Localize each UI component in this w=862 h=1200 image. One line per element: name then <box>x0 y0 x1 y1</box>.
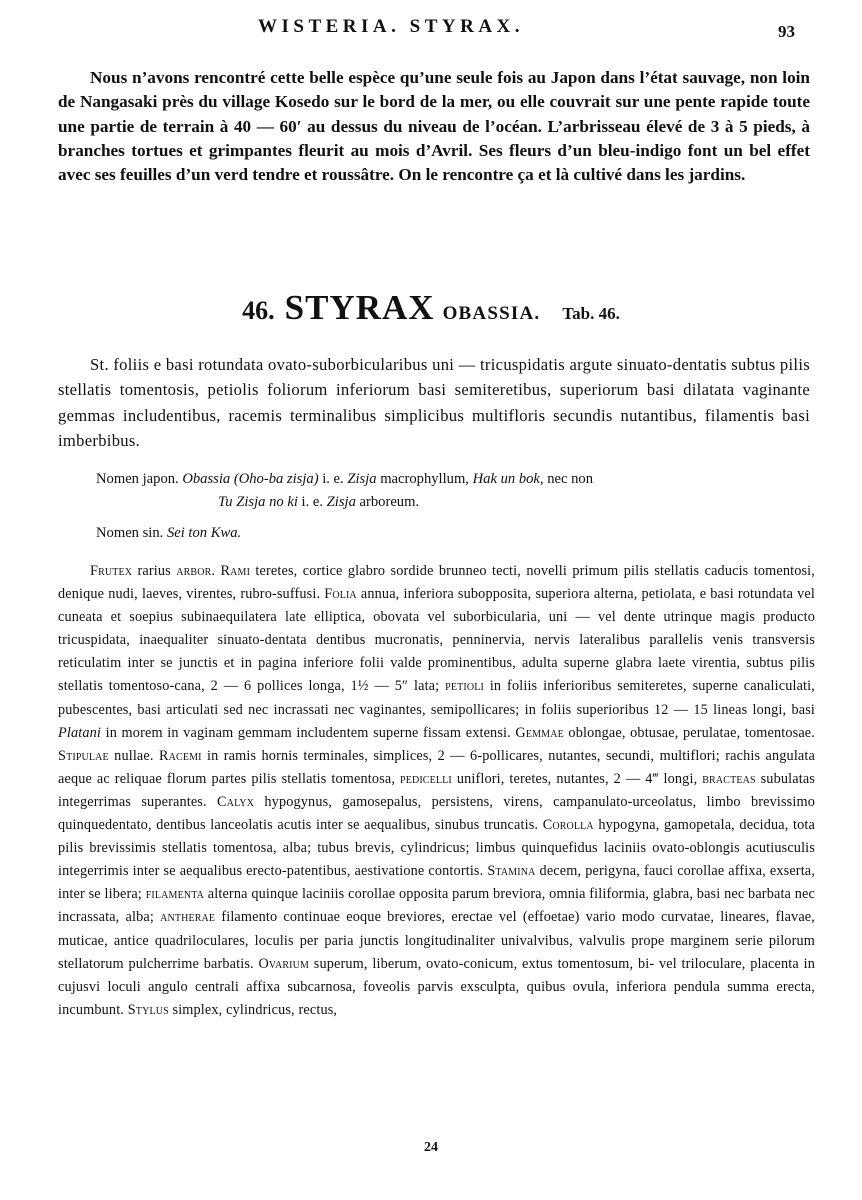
signature-mark: 24 <box>424 1140 438 1155</box>
description-text: annua, inferiora subopposita, superiora alterna, petiolata, e basi rotundata vel cuneata et soepius subinaequilatera late elliptica, obovata vel suborbicularia, uni — vel dente utrinque magis producto tricuspidata, inaequaliter sinuato-dentata dentibus mucronatis, penninervia, nervis lateralibus parallelis venis transversis reticulatim inter se junctis et in pagina inferiore folii valde prominentibus, adulta superne glabra laete virentia, subtus pilis stellatis tomentoso-cana, 2 — 6 pollices longa, 1½ — 5″ lata; <box>58 586 815 695</box>
organ-term: bracteas <box>702 770 756 787</box>
nomen-japon-text: i. e. <box>297 493 327 510</box>
japanese-name-zisja: Zisja <box>347 471 377 487</box>
description-text: simplex, cylindricus, rectus, <box>168 1001 338 1018</box>
running-head: WISTERIA. STYRAX. <box>258 16 525 37</box>
nomen-sin-label: Nomen sin. <box>96 525 164 541</box>
organ-term: petioli <box>445 678 484 695</box>
description-text: teretes, cortice glabro sordide brunneo tecti, novelli primum pilis stellatis caducis tomentosi, denique nudi, laeves, virentes, rubro-suffusi. <box>58 563 815 603</box>
plate-reference: Tab. 46. <box>562 304 620 323</box>
organ-term: Frutex <box>90 563 133 579</box>
italic-term: Platani <box>58 724 102 741</box>
description-section <box>58 560 815 1022</box>
chinese-name: Sei ton Kwa. <box>166 525 242 541</box>
intro-paragraph: Nous n’avons rencontré cette belle espèce qu’une seule fois au Japon dans l’état sauvage, non loin de Nangasaki près du village Kosedo sur le bord de la mer, ou elle couvrait sur une pente rapide toute une partie de terrain à 40 — 60′ au dessus du niveau de l’océan. L’arbrisseau élevé de 3 à 5 pieds, à branches tortues et grimpantes fleurit au mois d’Avril. Ses fleurs d’un bleu-indigo font un bel effet avec ses feuilles d’un verd tendre et roussâtre. On le rencontre ça et là cultivé dans les jardins. <box>58 68 810 185</box>
description-text: hypogynus, gamosepalus, persistens, virens, campanulato-urceolatus, limbo brevissimo quinquedentato, dentibus lanceolatis acutis inter se aequalibus, sinubus truncatis. <box>58 793 815 834</box>
diagnosis-section <box>58 352 810 453</box>
description-text: superum, liberum, ovato-conicum, extus tomentosum, bi- vel triloculare, placenta in cujusvi loculi angulo centrali affixa subcarnosa, foveolis parvis exsculpta, quibus ovula, inferiora pendula summa erecta, incumbunt. <box>58 955 815 1018</box>
diagnosis-paragraph: St. foliis e basi rotundata ovato-suborbicularibus uni — tricuspidatis argute sinuato-dentatis subtus pilis stellatis tomentosis, petiolis foliorum inferiorum basi semiteretibus, superiorum basi dilatata vaginante gemmas includentibus, racemis terminalibus simplicibus multifloris secundis nutantibus, filamentis basi imberbibus. <box>58 355 810 450</box>
nomen-japon-text: i. e. <box>318 471 348 487</box>
species-name: OBASSIA. <box>442 303 541 324</box>
organ-term: Rami <box>220 563 251 579</box>
organ-term: Gemmae <box>515 724 564 741</box>
description-text: oblongae, obtusae, perulatae, tomentosae. <box>563 724 815 741</box>
nomen-japon-label: Nomen japon. <box>96 471 179 487</box>
organ-term: arbor. <box>176 563 216 579</box>
japanese-name-obassia: Obassia (Oho-ba zisja) <box>182 471 319 487</box>
description-text: decem, perigyna, fauci corollae affixa, exserta, inter se libera; <box>58 863 815 903</box>
japanese-name-hak-un-bok: Hak un bok, <box>472 471 544 487</box>
nomen-sinense <box>96 525 241 542</box>
description-text: hypogyna, gamopetala, decidua, tota pilis brevissimis stellatis tomentosa, alba; tubus brevis, cylindricus; limbus quinquefidus laciniis ovato-oblongis acutiusculis integerrimis inter se aequalibus erecto-patentibus, aestivatione contortis. <box>58 817 816 880</box>
organ-term: Racemi <box>158 747 202 764</box>
japanese-name-zisja: Zisja <box>326 493 356 510</box>
nomen-japon-text: macrophyllum, <box>376 471 473 487</box>
organ-term: Stipulae <box>58 747 109 764</box>
organ-term: Ovarium <box>258 955 310 972</box>
nomen-japon-text: nec non <box>543 471 593 487</box>
organ-term: Stamina <box>487 863 536 880</box>
description-text: nullae. <box>108 747 159 764</box>
japanese-name-tu-zisja: Tu Zisja no ki <box>218 493 298 510</box>
nomen-japon-continuation <box>96 491 812 514</box>
organ-term: Calyx <box>217 793 255 810</box>
organ-term: Folia <box>324 586 357 603</box>
organ-term: Corolla <box>542 817 594 834</box>
organ-term: pedicelli <box>399 770 452 787</box>
species-number: 46. <box>242 296 275 325</box>
genus-name: STYRAX <box>284 288 435 327</box>
intro-section <box>58 66 810 187</box>
description-text: in ramis hornis terminales, simplices, 2 — 6-pollicares, nutantes, secundi, multiflori; rachis angulata aeque ac reliquae florum partes pilis stellatis tomentosa, <box>58 747 815 787</box>
organ-term: Stylus <box>127 1001 169 1018</box>
description-paragraph <box>58 560 815 1022</box>
description-text: filamento continuae eoque breviores, erectae vel (effoetae) vario modo curvatae, lineares, flavae, muticae, antice quadriloculares, loculis per paria junctis longitudinaliter univalvibus, valvulis prope marginem serie pilorum stellatorum pulcherrime barbatis. <box>58 909 815 972</box>
description-text: uniflori, teretes, nutantes, 2 — 4‴ longi, <box>451 770 703 787</box>
organ-term: antherae <box>160 909 216 926</box>
description-text: subulatas integerrimas superantes. <box>58 770 815 810</box>
description-text: rarius <box>132 563 177 579</box>
page-number: 93 <box>778 22 795 41</box>
species-heading <box>0 288 862 328</box>
organ-term: filamenta <box>145 886 205 903</box>
description-text: in morem in vaginam gemmam includentem superne fissam extensi. <box>101 724 516 741</box>
description-text: in foliis inferioribus semiteretes, superne canaliculati, pubescentes, basi articulati sed nec incrassati nec vaginantes, semipollicares; in foliis superioribus 12 — 15 lineas longi, basi <box>58 678 815 718</box>
nomen-japon-text: arboreum. <box>355 493 420 510</box>
description-text: alterna quinque laciniis corollae opposita parum breviora, omnia filiformia, glabra, basi nec barbata nec incrassata, alba; <box>58 886 815 926</box>
nomen-japonicum <box>96 468 812 513</box>
